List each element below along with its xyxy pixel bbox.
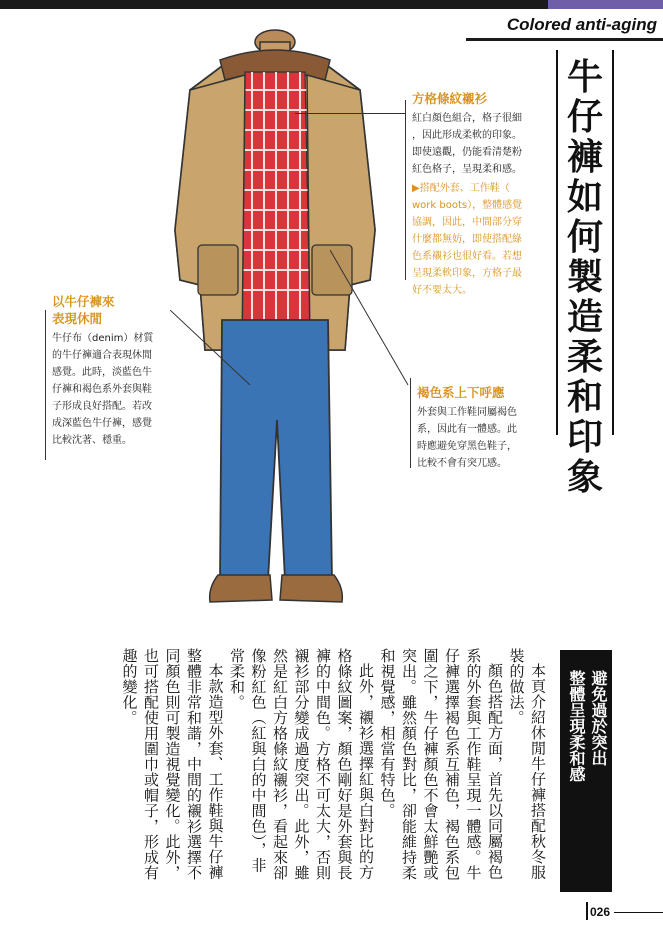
plaid-note-line: 協調，因此，中間部分穿	[412, 217, 522, 228]
page-number-tick	[586, 902, 588, 920]
boot-left	[210, 575, 272, 602]
jeans-body-line: 子形成良好搭配。若改	[52, 401, 152, 412]
section-heading-box	[560, 650, 612, 892]
jeans-body-line: 的牛仔褲適合表現休閒	[52, 350, 152, 361]
plaid-body-line: 紅白顏色組合，格子很細	[412, 113, 522, 124]
plaid-heading: 方格條紋襯衫	[412, 91, 488, 106]
jeans-heading	[52, 293, 115, 327]
brown-body	[417, 404, 552, 472]
jeans-body-line: 感覺。此時，淡藍色牛	[52, 367, 152, 378]
header-tag: Colored anti-aging	[466, 12, 663, 38]
jeans-heading-line: 表現休閒	[52, 311, 103, 326]
plaid-note	[412, 180, 547, 299]
plaid-body	[412, 110, 547, 178]
page-number: 026	[590, 905, 611, 919]
jeans-leader	[170, 310, 270, 390]
jeans-body-line: 牛仔布（denim）材質	[52, 333, 154, 344]
jeans-body-line: 仔褲和褐色系外套與鞋	[52, 384, 152, 395]
body-paragraph: 本款造型外套、工作鞋與牛仔褲整體非常和諧，中間的襯衫選擇不同顏色則可製造視覺變化。此外，也可搭配使用圍巾或帽子，形成有趣的變化。	[120, 648, 225, 881]
brown-body-line: 時應避免穿黑色鞋子，	[417, 441, 517, 452]
header-rule	[466, 38, 663, 41]
brown-heading: 褐色系上下呼應	[417, 385, 505, 400]
page-title: 牛仔褲如何製造柔和印象	[566, 57, 603, 498]
brown-leader	[330, 250, 410, 390]
jeans-leader-vertical	[45, 310, 46, 460]
plaid-body-line: 即使遠觀，仍能看清楚粉	[412, 147, 522, 158]
jeans-body	[52, 330, 177, 449]
brown-body-line: 系，因此有一體感。此	[417, 424, 517, 435]
jeans-body-line: 比較沈著、穩重。	[52, 435, 132, 446]
section-heading-line-2: 整體呈現柔和感	[567, 670, 586, 782]
jeans-body-line: 成深藍色牛仔褲，感覺	[52, 418, 152, 429]
plaid-body-line: 紅色格子，呈現柔和感。	[412, 164, 522, 175]
body-text	[120, 648, 548, 888]
body-paragraph: 本頁介紹休閒牛仔褲搭配秋冬服裝的做法。	[507, 648, 547, 880]
title-box	[556, 50, 614, 498]
plaid-note-line: 什麼都無妨，即使搭配綠	[412, 234, 522, 245]
brown-body-line: 外套與工作鞋同屬褐色	[417, 407, 517, 418]
body-paragraph: 顏色搭配方面，首先以同屬褐色系的外套與工作鞋呈現一體感。牛仔褲選擇褐色系互補色，褐色系包圍之下，牛仔褲顏色不會太鮮艷或突出。雖然顏色對比，卻能維持柔和視覺感，相當有特色。	[378, 648, 504, 881]
jeans-heading-line: 以牛仔褲來	[52, 294, 115, 309]
plaid-note-line: ▶搭配外套、工作鞋（	[412, 183, 510, 194]
brown-leader-vertical	[410, 378, 411, 468]
coat-left-panel	[175, 75, 245, 350]
plaid-body-line: ，因此形成柔軟的印象。	[412, 130, 522, 141]
plaid-note-line: 呈現柔軟印象，方格子最	[412, 268, 522, 279]
brown-body-line: 比較不會有突兀感。	[417, 458, 507, 469]
section-heading-line-1: 避免過於突出	[589, 670, 608, 766]
body-paragraph: 此外，襯衫選擇紅與白對比的方格條紋圖案，顏色剛好是外套與長褲的中間色。方格不可太大，否則襯衫部分變成過度突出。此外，雖然是紅白方格條紋襯衫，看起來卻像粉紅色（紅與白的中間色），非常柔和。	[228, 648, 375, 881]
plaid-leader	[295, 113, 405, 114]
top-bar-accent	[548, 0, 663, 9]
plaid-note-line: work boots），整體感覺	[412, 200, 523, 211]
coat-pocket-left	[198, 245, 238, 295]
boot-right	[280, 575, 342, 602]
plaid-note-line: 好不要太大。	[412, 285, 472, 296]
plaid-note-line: 色系襯衫也很好看。若想	[412, 251, 522, 262]
page-number-rule	[614, 912, 663, 913]
